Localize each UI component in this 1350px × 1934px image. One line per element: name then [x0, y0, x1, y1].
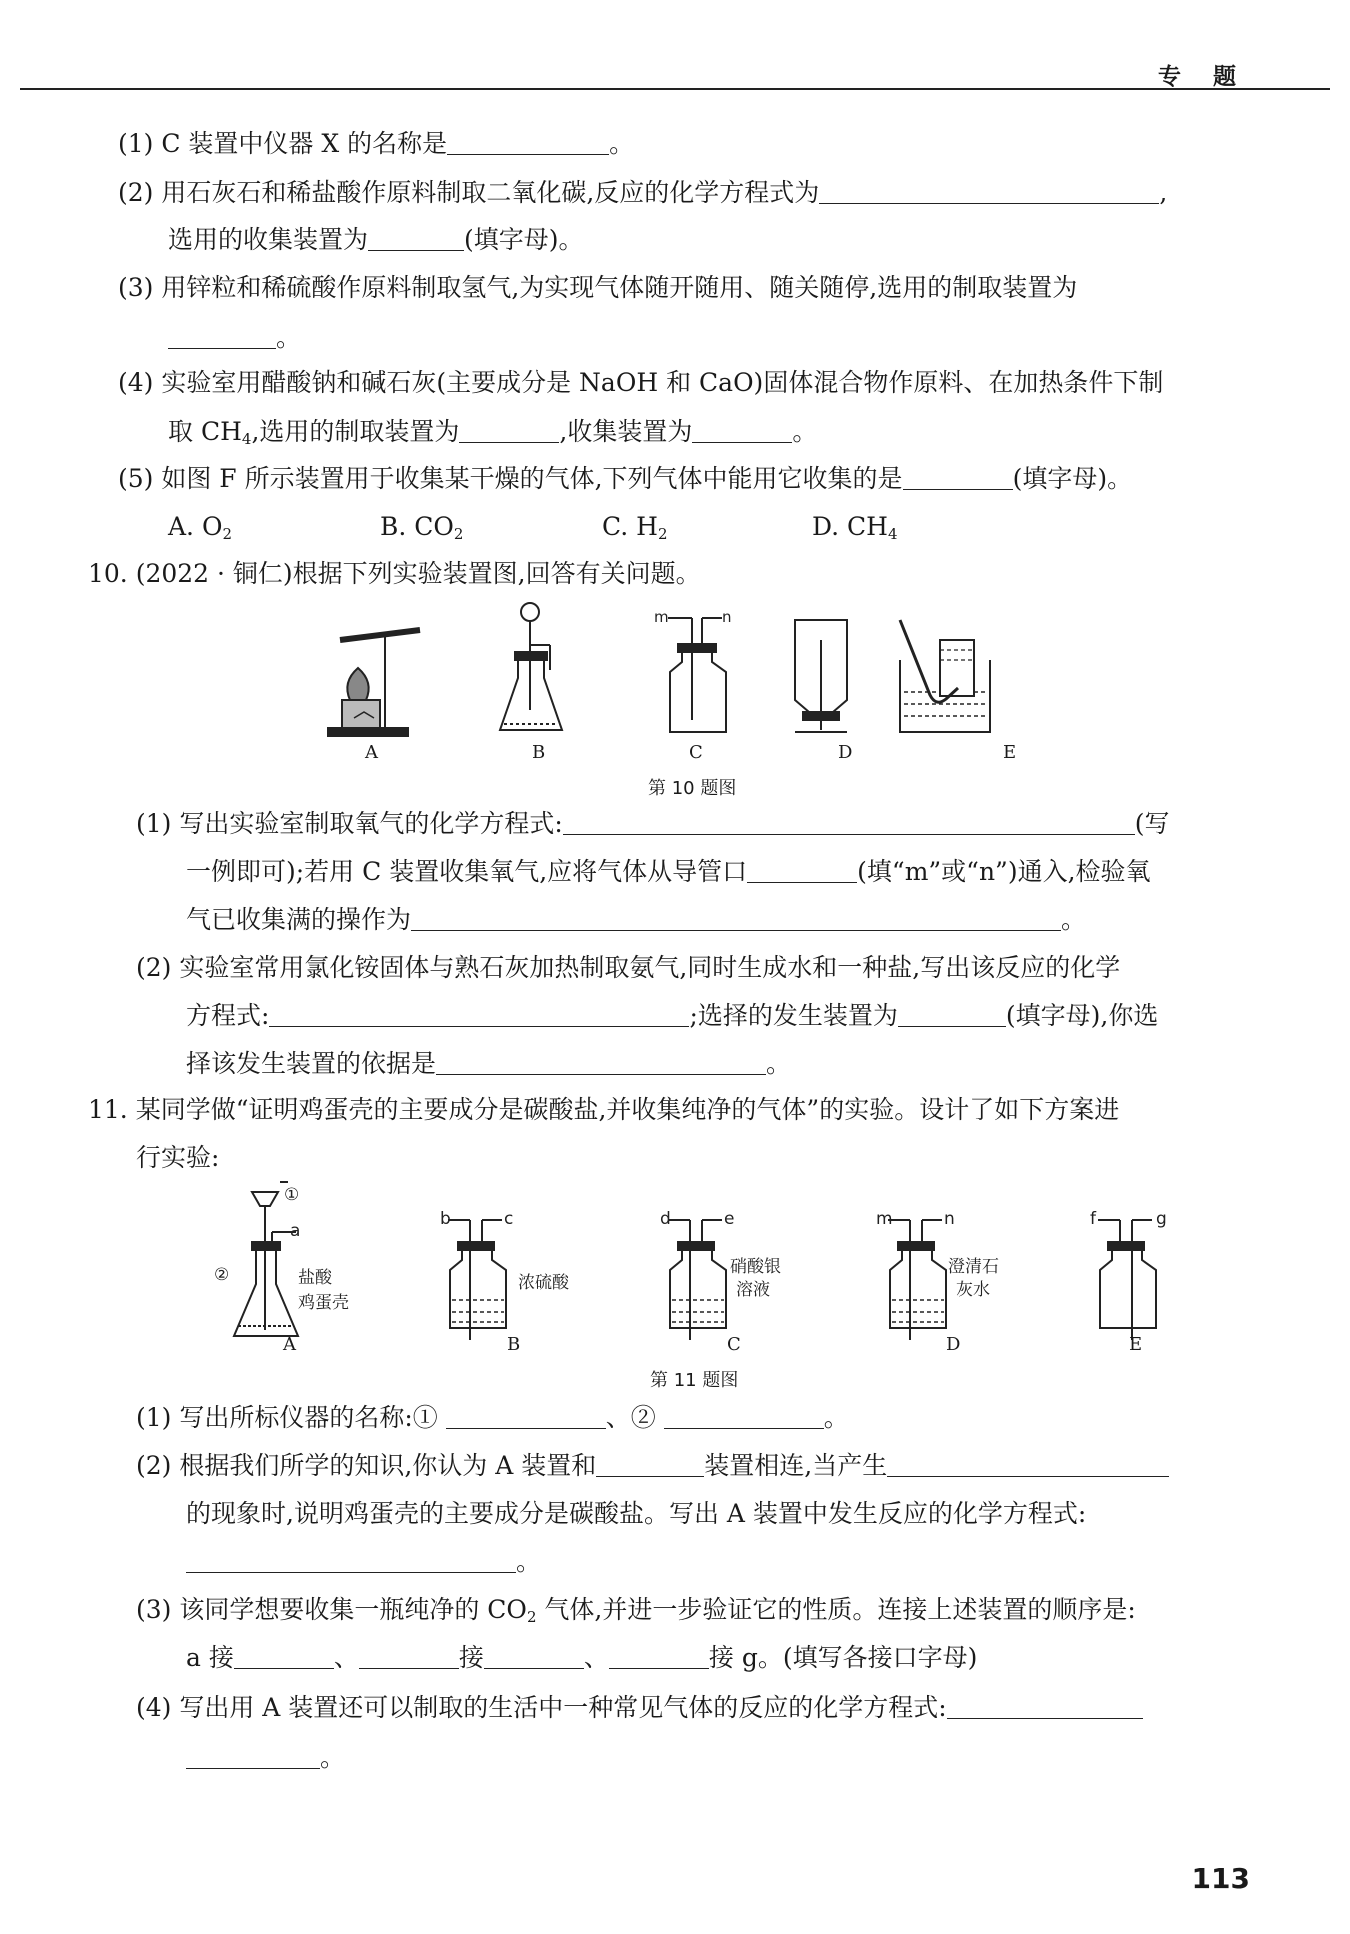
q9-part5: (5) 如图 F 所示装置用于收集某干燥的气体,下列气体中能用它收集的是 (填字母)。: [118, 464, 1133, 493]
page-header: [20, 18, 1330, 90]
apparatus-a-icon: [328, 630, 420, 736]
limewater-label-2: 灰水: [956, 1280, 990, 1300]
q11-label-b: B: [507, 1334, 521, 1355]
h2so4-label: 浓硫酸: [518, 1273, 569, 1293]
answer-blank[interactable]: [563, 810, 1135, 835]
q10-label-d: D: [838, 742, 853, 763]
q11-stem-cont: 行实验:: [136, 1143, 220, 1172]
q10-label-b: B: [532, 742, 546, 763]
q11-part4: (4) 写出用 A 装置还可以制取的生活中一种常见气体的反应的化学方程式:: [136, 1692, 1143, 1724]
q9-part2-cont: 选用的收集装置为 (填字母)。: [168, 225, 584, 254]
q11-part2-cont2: 。: [186, 1546, 541, 1578]
q9-part1: (1) C 装置中仪器 X 的名称是 。: [118, 129, 635, 158]
q11-label-c: C: [727, 1334, 741, 1355]
answer-blank[interactable]: [269, 1002, 689, 1027]
answer-blank[interactable]: [596, 1452, 704, 1477]
port-n-label: n: [722, 608, 732, 626]
q10-part1-cont2: 气已收集满的操作为 。: [186, 905, 1087, 934]
q11-label-e: E: [1129, 1334, 1143, 1355]
port-g-label: g: [1156, 1209, 1167, 1229]
q10-label-e: E: [1003, 742, 1017, 763]
answer-blank[interactable]: [368, 226, 464, 251]
q9-part3: (3) 用锌粒和稀硫酸作原料制取氢气,为实现气体随开随用、随关随停,选用的制取装置为: [118, 273, 1078, 302]
answer-blank[interactable]: [664, 1404, 824, 1429]
q10-label-a: A: [365, 742, 378, 763]
answer-blank[interactable]: [747, 858, 857, 883]
port-f-label: f: [1090, 1209, 1096, 1229]
q9-option-c[interactable]: C. $H_2$: [602, 512, 668, 543]
q9-part3-cont: 。: [168, 322, 301, 354]
q11-part3-cont: a 接 、 接 、 接 g。(填写各接口字母): [186, 1643, 978, 1672]
port-n-label: n: [944, 1209, 955, 1229]
mark-2-label: ②: [214, 1265, 230, 1285]
agno3-label-1: 硝酸银: [730, 1257, 781, 1277]
apparatus-b-icon: [448, 1220, 506, 1340]
q10-part2-cont2: 择该发生装置的依据是 。: [186, 1049, 792, 1078]
answer-blank[interactable]: [446, 1404, 606, 1429]
q11-figure: [200, 1180, 1180, 1360]
apparatus-d-icon: [795, 620, 847, 732]
answer-blank[interactable]: [168, 324, 276, 349]
q10-part2-cont: 方程式: ;选择的发生装置为 (填字母),你选: [186, 1001, 1159, 1030]
answer-blank[interactable]: [459, 418, 559, 443]
port-d-label: d: [660, 1209, 671, 1229]
apparatus-c-icon: [668, 618, 726, 732]
q11-part2-cont: 的现象时,说明鸡蛋壳的主要成分是碳酸盐。写出 A 装置中发生反应的化学方程式:: [186, 1499, 1087, 1528]
answer-blank[interactable]: [692, 418, 792, 443]
answer-blank[interactable]: [186, 1548, 516, 1573]
answer-blank[interactable]: [436, 1050, 766, 1075]
answer-blank[interactable]: [484, 1644, 584, 1669]
q11-stem: 11. 某同学做“证明鸡蛋壳的主要成分是碳酸盐,并收集纯净的气体”的实验。设计了如下方案进: [88, 1095, 1120, 1124]
eggshell-label: 鸡蛋壳: [298, 1293, 349, 1313]
answer-blank[interactable]: [947, 1694, 1143, 1719]
answer-blank[interactable]: [411, 906, 1061, 931]
port-m-label: m: [654, 608, 669, 626]
q9-part4: (4) 实验室用醋酸钠和碱石灰(主要成分是 NaOH 和 CaO)固体混合物作原料、在加热条件下制: [118, 368, 1164, 397]
q10-stem: 10. (2022 · 铜仁)根据下列实验装置图,回答有关问题。: [88, 559, 701, 588]
answer-blank[interactable]: [903, 465, 1013, 490]
answer-blank[interactable]: [887, 1452, 1169, 1477]
q11-part1: (1) 写出所标仪器的名称:① 、② 。: [136, 1403, 849, 1432]
q10-label-c: C: [689, 742, 703, 763]
apparatus-e-icon: [900, 620, 990, 732]
answer-blank[interactable]: [898, 1002, 1006, 1027]
mark-1-label: ①: [284, 1185, 300, 1205]
q11-part2: (2) 根据我们所学的知识,你认为 A 装置和 装置相连,当产生: [136, 1450, 1169, 1482]
apparatus-c-icon: [668, 1220, 726, 1340]
apparatus-e-icon: [1098, 1220, 1156, 1340]
q9-part4-cont: 取 $CH_4$,选用的制取装置为 ,收集装置为 。: [168, 417, 818, 448]
q11-part4-cont: 。: [186, 1742, 345, 1774]
q11-label-d: D: [946, 1334, 961, 1355]
q11-label-a: A: [283, 1334, 296, 1355]
q10-part2: (2) 实验室常用氯化铵固体与熟石灰加热制取氨气,同时生成水和一种盐,写出该反应的化学: [136, 953, 1121, 982]
answer-blank[interactable]: [186, 1744, 320, 1769]
section-tag: 专 题: [1157, 64, 1248, 90]
answer-blank[interactable]: [234, 1644, 334, 1669]
q11-part3: (3) 该同学想要收集一瓶纯净的 $CO_2$ 气体,并进一步验证它的性质。连接上述装置的顺序是:: [136, 1595, 1136, 1626]
apparatus-a-icon: [234, 1182, 301, 1336]
port-e-label: e: [724, 1209, 735, 1229]
q10-part1: (1) 写出实验室制取氧气的化学方程式: (写: [136, 809, 1170, 838]
port-m-label: m: [876, 1209, 893, 1229]
port-b-label: b: [440, 1209, 451, 1229]
q10-caption: 第 10 题图: [648, 778, 737, 799]
apparatus-b-icon: [500, 603, 562, 730]
q11-caption: 第 11 题图: [650, 1370, 739, 1391]
port-c-label: c: [504, 1209, 514, 1229]
answer-blank[interactable]: [819, 179, 1159, 204]
answer-blank[interactable]: [359, 1644, 459, 1669]
answer-blank[interactable]: [609, 1644, 709, 1669]
limewater-label-1: 澄清石: [948, 1257, 999, 1277]
port-a-label: a: [290, 1221, 301, 1241]
q9-option-b[interactable]: B. $CO_2$: [380, 512, 464, 543]
q9-option-a[interactable]: A. $O_2$: [168, 512, 232, 543]
q9-option-d[interactable]: D. $CH_4$: [812, 512, 898, 543]
q9-part2: (2) 用石灰石和稀盐酸作原料制取二氧化碳,反应的化学方程式为 ,: [118, 178, 1168, 207]
acid-label: 盐酸: [298, 1268, 332, 1288]
agno3-label-2: 溶液: [736, 1280, 770, 1300]
q10-part1-cont: 一例即可);若用 C 装置收集氧气,应将气体从导管口 (填“m”或“n”)通入,检验氧: [186, 857, 1151, 886]
answer-blank[interactable]: [447, 130, 609, 155]
header-rule: [20, 88, 1330, 90]
page-number: 113: [1191, 1862, 1250, 1895]
apparatus-d-icon: [888, 1220, 946, 1340]
